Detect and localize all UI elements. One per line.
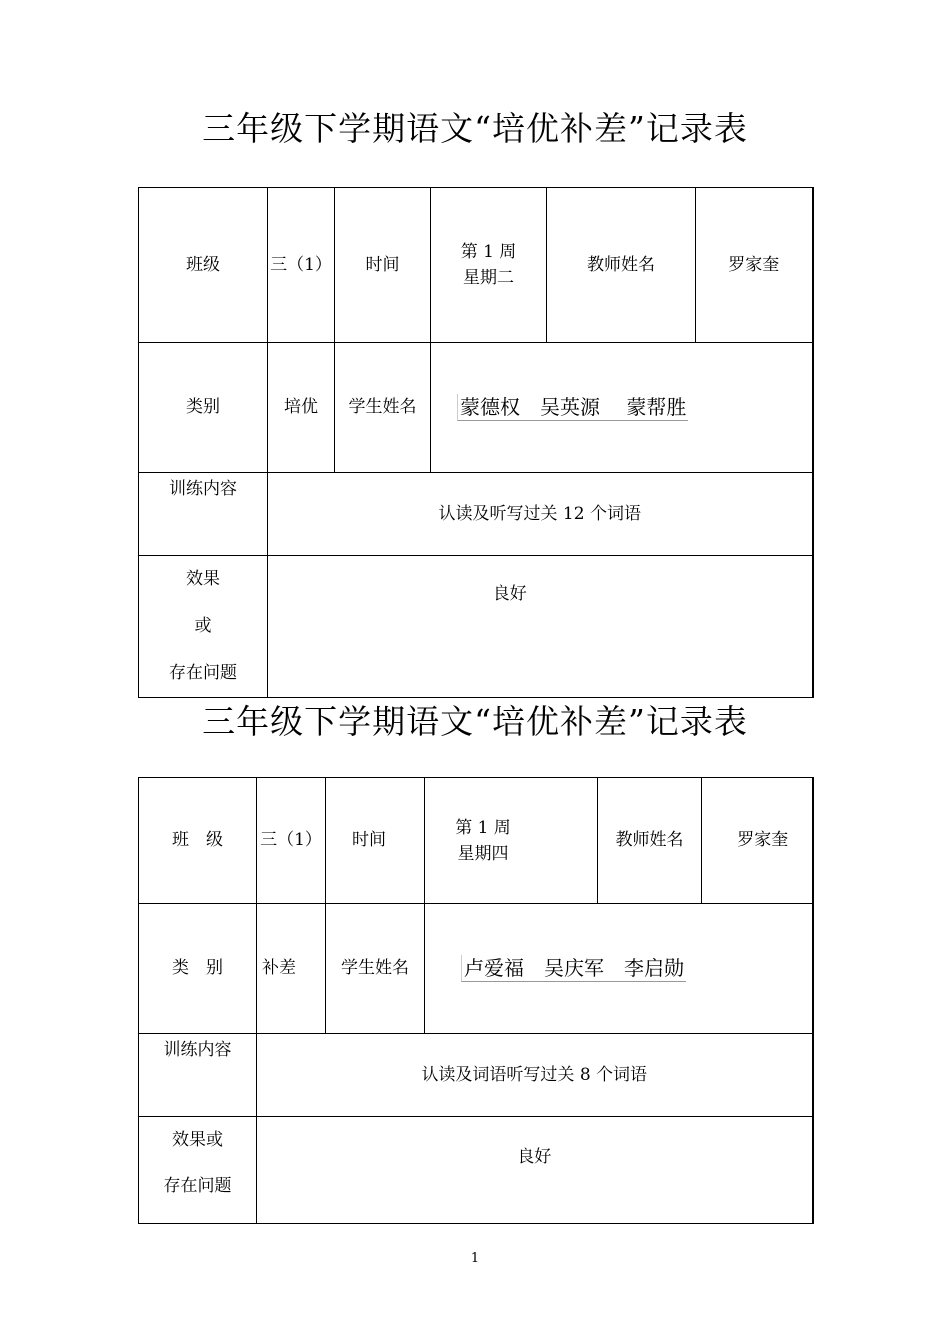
class-label: 班 级 [139, 778, 257, 904]
class-value: 三（1） [257, 778, 326, 904]
effect-label-line-1: 效果 [186, 569, 220, 589]
students-label: 学生姓名 [326, 904, 425, 1034]
time-label: 时间 [335, 188, 431, 343]
time-day: 星期四 [457, 843, 509, 864]
record-title: 三年级下学期语文“培优补差”记录表 [202, 702, 748, 741]
effect-value [268, 556, 813, 698]
category-label: 类 别 [139, 904, 257, 1034]
time-stack [455, 816, 511, 867]
time-stack [461, 240, 517, 291]
class-value: 三（1） [268, 188, 335, 343]
category-value: 补差 [257, 904, 326, 1034]
time-day: 星期二 [463, 267, 514, 288]
teacher-label: 教师姓名 [547, 188, 696, 343]
effect-label-stack [169, 556, 237, 697]
content-value: 认读及词语听写过关 8 个词语 [257, 1034, 813, 1117]
time-week: 第 1 周 [455, 818, 511, 838]
teacher-label: 教师姓名 [598, 778, 702, 904]
time-label: 时间 [326, 778, 425, 904]
time-value [431, 188, 547, 343]
teacher-value: 罗家奎 [696, 188, 813, 343]
effect-value-text: 良好 [517, 1147, 552, 1167]
page-number: 1 [470, 1251, 480, 1266]
teacher-value: 罗家奎 [702, 778, 813, 904]
content-value: 认读及听写过关 12 个词语 [268, 473, 813, 556]
time-value [425, 778, 598, 904]
students-label: 学生姓名 [335, 343, 431, 473]
students-value: 卢爱福 吴庆军 李启勋 [461, 955, 686, 982]
content-label: 训练内容 [139, 473, 268, 556]
record-table [138, 777, 814, 1224]
class-label: 班级 [139, 188, 268, 343]
effect-value-text: 良好 [492, 584, 527, 604]
record-title: 三年级下学期语文“培优补差”记录表 [202, 109, 748, 148]
effect-value [257, 1117, 813, 1224]
category-value: 培优 [268, 343, 335, 473]
time-week: 第 1 周 [460, 242, 517, 262]
students-cell [431, 343, 813, 473]
effect-label-line-1: 效果或 [172, 1130, 223, 1150]
students-cell [425, 904, 813, 1034]
effect-label-line-3: 存在问题 [169, 663, 237, 683]
category-label: 类别 [139, 343, 268, 473]
effect-label-line-2: 或 [194, 616, 212, 636]
effect-label [139, 556, 268, 698]
content-label: 训练内容 [139, 1034, 257, 1117]
students-value: 蒙德权 吴英源 蒙帮胜 [457, 394, 688, 421]
effect-label-line-2: 存在问题 [163, 1176, 232, 1196]
record-table [138, 187, 814, 698]
effect-label [139, 1117, 257, 1224]
effect-label-stack [164, 1117, 232, 1209]
